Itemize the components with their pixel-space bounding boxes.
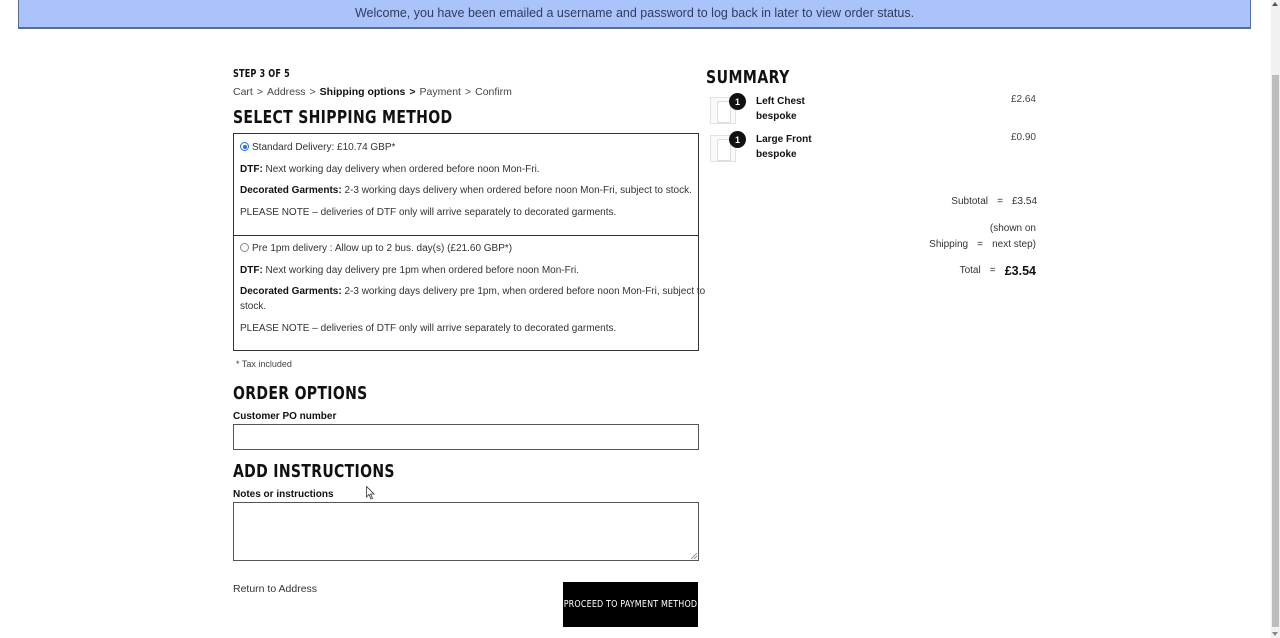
radio-unselected-icon[interactable] bbox=[240, 243, 249, 252]
po-number-input[interactable] bbox=[233, 424, 699, 450]
order-options-heading: ORDER OPTIONS bbox=[233, 383, 368, 404]
breadcrumb-confirm: Confirm bbox=[475, 86, 512, 98]
welcome-message: Welcome, you have been emailed a username and password to log back in later to view order status. bbox=[354, 5, 915, 20]
option-detail-garments-cont: stock. bbox=[240, 301, 267, 312]
proceed-to-payment-button[interactable]: PROCEED TO PAYMENT METHOD bbox=[563, 582, 698, 627]
option-detail-note: PLEASE NOTE – deliveries of DTF only will arrive separately to decorated garments. bbox=[240, 207, 617, 218]
item-name: Large Front bespoke bbox=[756, 134, 812, 160]
summary-item bbox=[706, 94, 1036, 130]
page-scrollbar[interactable] bbox=[1271, 0, 1280, 638]
option-detail-garments: Decorated Garments: 2-3 working days delivery when ordered before noon Mon-Fri, subject to stock. bbox=[240, 185, 692, 196]
scroll-up-arrow-icon[interactable] bbox=[1272, 2, 1278, 6]
breadcrumb-separator: > bbox=[409, 86, 416, 98]
subtotal-row: Subtotal = £3.54 bbox=[951, 196, 1038, 207]
breadcrumb-separator: > bbox=[309, 86, 316, 98]
breadcrumb bbox=[233, 86, 512, 98]
shipping-label: Shipping bbox=[929, 239, 969, 250]
shipping-option-standard[interactable] bbox=[234, 134, 698, 235]
item-name: Left Chest bespoke bbox=[756, 96, 805, 122]
radio-selected-icon[interactable] bbox=[240, 142, 249, 151]
shipping-method-heading: SELECT SHIPPING METHOD bbox=[233, 107, 453, 128]
total-value: £3.54 bbox=[1004, 264, 1036, 278]
add-instructions-heading: ADD INSTRUCTIONS bbox=[233, 461, 395, 482]
step-indicator: STEP 3 OF 5 bbox=[233, 67, 290, 80]
welcome-banner bbox=[18, 0, 1251, 28]
shipping-option-label[interactable]: Pre 1pm delivery : Allow up to 2 bus. day(s) (£21.60 GBP*) bbox=[240, 243, 512, 254]
po-number-label: Customer PO number bbox=[233, 411, 337, 422]
breadcrumb-shipping-options: Shipping options bbox=[319, 86, 406, 98]
subtotal-value: £3.54 bbox=[1012, 196, 1038, 207]
breadcrumb-payment: Payment bbox=[419, 86, 461, 98]
summary-item bbox=[706, 132, 1036, 168]
item-price: £2.64 bbox=[1010, 94, 1036, 105]
breadcrumb-separator: > bbox=[464, 86, 472, 98]
option-detail-note: PLEASE NOTE – deliveries of DTF only will arrive separately to decorated garments. bbox=[240, 323, 617, 334]
tax-note: * Tax included bbox=[236, 359, 292, 369]
shipping-option-pre1pm[interactable] bbox=[234, 235, 706, 351]
resize-grip-icon[interactable] bbox=[691, 553, 697, 559]
breadcrumb-separator: > bbox=[256, 86, 263, 98]
option-detail-dtf: DTF: Next working day delivery when ordered before noon Mon-Fri. bbox=[240, 164, 540, 175]
quantity-badge: 1 bbox=[729, 93, 746, 110]
option-detail-garments: Decorated Garments: 2-3 working days delivery pre 1pm, when ordered before noon Mon-Fri, subject to bbox=[240, 286, 706, 297]
notes-textarea[interactable] bbox=[233, 502, 699, 561]
option-detail-dtf: DTF: Next working day delivery pre 1pm when ordered before noon Mon-Fri. bbox=[240, 265, 580, 276]
item-price: £0.90 bbox=[1010, 132, 1036, 143]
breadcrumb-address[interactable]: Address bbox=[266, 86, 306, 98]
scroll-down-arrow-icon[interactable] bbox=[1272, 632, 1278, 636]
shipping-row-line1 bbox=[990, 223, 1036, 234]
shipping-options-box bbox=[233, 133, 706, 351]
summary-heading: SUMMARY bbox=[706, 67, 790, 88]
notes-label: Notes or instructions bbox=[233, 489, 334, 500]
scrollbar-thumb[interactable] bbox=[1272, 75, 1279, 627]
shipping-value: (shown on bbox=[989, 223, 1036, 234]
total-row: Total = £3.54 bbox=[959, 264, 1036, 278]
shipping-row: Shipping = next step) bbox=[929, 239, 1036, 250]
quantity-badge: 1 bbox=[729, 131, 746, 148]
subtotal-label: Subtotal bbox=[951, 196, 988, 207]
breadcrumb-cart[interactable]: Cart bbox=[233, 86, 253, 98]
total-label: Total bbox=[959, 265, 981, 276]
shipping-option-label[interactable]: Standard Delivery: £10.74 GBP* bbox=[240, 142, 395, 153]
return-to-address-link[interactable]: Return to Address bbox=[233, 583, 318, 595]
